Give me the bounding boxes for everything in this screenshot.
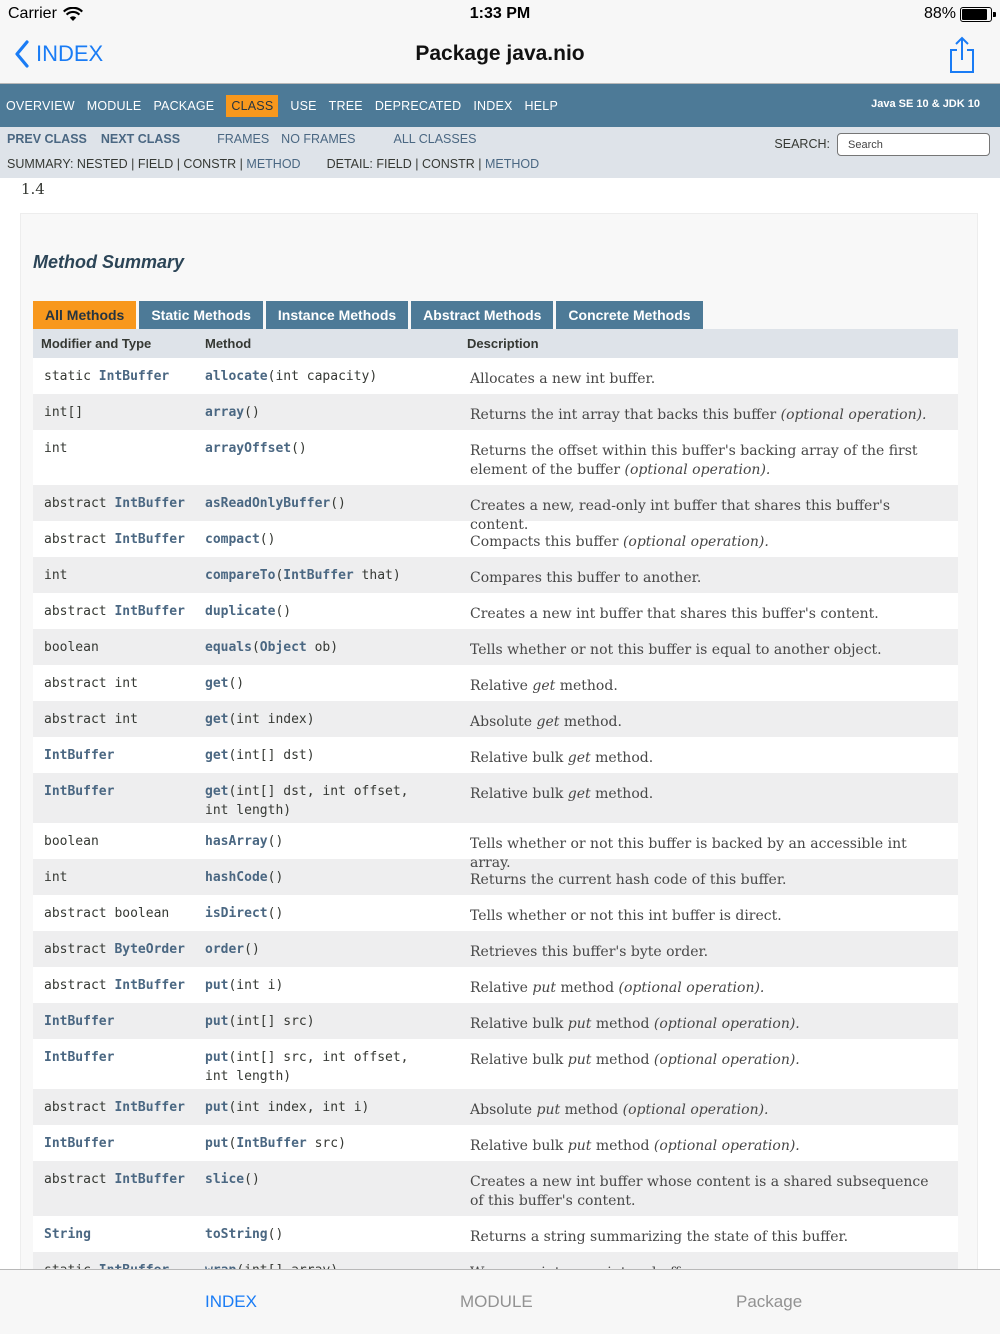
description-text: Relative bbox=[470, 980, 533, 996]
status-bar bbox=[0, 0, 1000, 28]
share-button[interactable] bbox=[948, 36, 976, 79]
method-cell bbox=[197, 710, 459, 729]
modifier-cell bbox=[33, 439, 197, 458]
param-type-link[interactable]: IntBuffer bbox=[236, 1136, 307, 1151]
top-nav-item-overview[interactable]: OVERVIEW bbox=[6, 98, 75, 113]
method-cell bbox=[197, 1170, 459, 1189]
method-params: (int i) bbox=[228, 978, 284, 993]
summary-method-link[interactable]: METHOD bbox=[246, 157, 301, 171]
method-cell bbox=[197, 832, 459, 851]
top-nav-item-module[interactable]: MODULE bbox=[86, 98, 142, 113]
method-name-link[interactable]: order bbox=[205, 942, 245, 957]
description-cell bbox=[459, 638, 958, 660]
table-row bbox=[33, 823, 958, 871]
description-cell bbox=[459, 494, 958, 535]
battery bbox=[924, 5, 992, 23]
param-type-link[interactable]: Object bbox=[259, 640, 307, 655]
description-text: Absolute bbox=[470, 714, 537, 730]
method-name-link[interactable]: arrayOffset bbox=[205, 441, 292, 456]
modifier-text: boolean bbox=[44, 834, 99, 849]
sub-nav-summary bbox=[7, 157, 539, 171]
wifi-icon bbox=[63, 7, 83, 22]
description-emphasis: get bbox=[567, 750, 591, 766]
return-type-link[interactable]: IntBuffer bbox=[114, 1100, 185, 1115]
method-cell bbox=[197, 602, 459, 621]
method-name-link[interactable]: array bbox=[205, 405, 245, 420]
method-params: () bbox=[267, 1227, 284, 1242]
description-text: Relative bulk bbox=[470, 1138, 568, 1154]
description-text: method bbox=[591, 1016, 654, 1032]
battery-icon bbox=[960, 7, 992, 22]
table-row bbox=[33, 629, 958, 665]
description-emphasis: (optional operation). bbox=[618, 980, 765, 996]
description-cell bbox=[459, 439, 958, 480]
description-text: Returns a string summarizing the state of this buffer. bbox=[470, 1229, 849, 1245]
top-navbar bbox=[0, 84, 1000, 127]
battery-percent: 88% bbox=[923, 5, 956, 22]
search-label: SEARCH: bbox=[774, 137, 830, 151]
modifier-text: abstract bbox=[44, 1100, 115, 1115]
tab-bar-item-package[interactable]: Package bbox=[736, 1292, 803, 1311]
method-params: () bbox=[228, 676, 245, 691]
modifier-text: abstract bbox=[44, 496, 115, 511]
description-emphasis: (optional operation). bbox=[622, 534, 769, 550]
method-name-link[interactable]: put bbox=[205, 1050, 229, 1065]
modifier-cell bbox=[33, 1170, 197, 1189]
top-nav-item-help[interactable]: HELP bbox=[524, 98, 558, 113]
method-params: () bbox=[259, 532, 276, 547]
method-name-link[interactable]: put bbox=[205, 1136, 229, 1151]
method-name-link[interactable]: put bbox=[205, 1014, 229, 1029]
method-name-link[interactable]: compact bbox=[205, 532, 260, 547]
method-name-link[interactable]: get bbox=[205, 748, 229, 763]
modifier-text: abstract bbox=[44, 978, 115, 993]
modifier-cell bbox=[33, 782, 197, 801]
prev-class-link[interactable]: PREV CLASS bbox=[7, 132, 87, 146]
table-row bbox=[33, 1216, 958, 1252]
method-cell bbox=[197, 904, 459, 923]
method-params: (int[] dst) bbox=[228, 748, 315, 763]
return-type-link[interactable]: IntBuffer bbox=[98, 369, 170, 384]
method-name-link[interactable]: hashCode bbox=[205, 870, 268, 885]
modifier-cell bbox=[33, 1134, 197, 1153]
sub-nav-links bbox=[7, 132, 476, 146]
table-row bbox=[33, 1003, 958, 1039]
tab-instance-methods[interactable]: Instance Methods bbox=[266, 301, 408, 329]
modifier-cell bbox=[33, 530, 197, 549]
column-header-description: Description bbox=[467, 336, 539, 351]
tab-bar-item-index[interactable]: INDEX bbox=[205, 1292, 257, 1311]
modifier-text: abstract bbox=[44, 942, 115, 957]
modifier-cell bbox=[33, 367, 197, 386]
method-params: () bbox=[267, 906, 284, 921]
description-emphasis: put bbox=[532, 980, 557, 996]
top-nav-item-use[interactable]: USE bbox=[290, 98, 317, 113]
return-type-link[interactable]: IntBuffer bbox=[114, 1172, 185, 1187]
method-cell bbox=[197, 868, 459, 887]
table-row bbox=[33, 1039, 958, 1089]
modifier-text: abstract bbox=[44, 1172, 115, 1187]
method-name-link[interactable]: duplicate bbox=[205, 604, 276, 619]
description-cell bbox=[459, 602, 958, 624]
table-row bbox=[33, 665, 958, 701]
description-cell bbox=[459, 868, 958, 890]
table-row bbox=[33, 593, 958, 629]
description-cell bbox=[459, 1012, 958, 1034]
table-row bbox=[33, 358, 958, 394]
column-header-method: Method bbox=[205, 336, 252, 351]
description-text: Returns the offset within this buffer's backing array of the first element of the buffer bbox=[470, 443, 918, 478]
method-cell bbox=[197, 638, 459, 657]
description-text: method bbox=[556, 980, 619, 996]
modifier-cell bbox=[33, 638, 197, 657]
description-cell bbox=[459, 782, 958, 804]
description-text: Relative bbox=[470, 678, 533, 694]
return-type-link[interactable]: String bbox=[44, 1227, 91, 1242]
modifier-text: abstract bbox=[44, 532, 115, 547]
top-nav-item-deprecated[interactable]: DEPRECATED bbox=[374, 98, 462, 113]
description-text: Compares this buffer to another. bbox=[470, 570, 702, 586]
description-text: Creates a new int buffer that shares this buffer's content. bbox=[470, 606, 879, 622]
description-emphasis: get bbox=[567, 786, 591, 802]
method-cell bbox=[197, 1134, 459, 1153]
method-params: () bbox=[330, 496, 346, 511]
description-text: Creates a new int buffer whose content is a shared subsequence of this buffer's content. bbox=[470, 1174, 929, 1209]
modifier-cell bbox=[33, 1048, 197, 1067]
top-navbar-items bbox=[6, 84, 558, 127]
modifier-cell bbox=[33, 602, 197, 621]
top-nav-item-index[interactable]: INDEX bbox=[473, 98, 513, 113]
frames-link[interactable]: FRAMES bbox=[217, 132, 270, 146]
modifier-cell bbox=[33, 868, 197, 887]
modifier-text: int bbox=[44, 568, 68, 583]
tab-bar-item-module[interactable]: MODULE bbox=[460, 1292, 533, 1311]
table-row bbox=[33, 485, 958, 533]
tab-all-methods[interactable]: All Methods bbox=[33, 301, 136, 329]
description-text: method bbox=[591, 1052, 654, 1068]
table-row bbox=[33, 701, 958, 737]
modifier-text: boolean bbox=[44, 640, 99, 655]
description-text: Returns the current hash code of this buffer. bbox=[470, 872, 787, 888]
modifier-text: static bbox=[44, 369, 99, 384]
table-row bbox=[33, 931, 958, 967]
method-params: () bbox=[244, 942, 260, 957]
table-row bbox=[33, 737, 958, 773]
method-params: (int index, int i) bbox=[228, 1100, 370, 1115]
description-text: Tells whether or not this buffer is backed by an accessible int array. bbox=[470, 836, 907, 871]
method-name-link[interactable]: isDirect bbox=[205, 906, 268, 921]
method-params: () bbox=[244, 405, 260, 420]
page-title: Package java.nio bbox=[415, 42, 585, 65]
no-frames-link[interactable]: NO FRAMES bbox=[281, 132, 356, 146]
modifier-text: int bbox=[44, 870, 68, 885]
return-type-link[interactable]: IntBuffer bbox=[114, 604, 185, 619]
summary-label: SUMMARY: NESTED | FIELD | CONSTR | bbox=[7, 157, 247, 171]
tab-abstract-methods[interactable]: Abstract Methods bbox=[411, 301, 553, 329]
method-params: ( bbox=[251, 640, 260, 655]
method-cell bbox=[197, 940, 459, 959]
table-row bbox=[33, 1125, 958, 1161]
modifier-text: abstract boolean bbox=[44, 906, 170, 921]
method-params: (int[] src) bbox=[228, 1014, 315, 1029]
method-cell bbox=[197, 530, 459, 549]
description-cell bbox=[459, 976, 958, 998]
method-name-link[interactable]: hasArray bbox=[205, 834, 268, 849]
method-name-link[interactable]: get bbox=[205, 784, 229, 799]
bottom-tab-bar bbox=[0, 1269, 1000, 1334]
description-text: Allocates a new int buffer. bbox=[470, 371, 656, 387]
method-name-link[interactable]: asReadOnlyBuffer bbox=[205, 496, 331, 511]
about-language: Java SE 10 & JDK 10 bbox=[871, 98, 980, 110]
top-nav-item-package[interactable]: PACKAGE bbox=[153, 98, 215, 113]
top-nav-item-tree[interactable]: TREE bbox=[328, 98, 363, 113]
description-text: method bbox=[560, 1102, 623, 1118]
description-emphasis: get bbox=[532, 678, 556, 694]
method-params: ( bbox=[228, 1136, 237, 1151]
description-cell bbox=[459, 1134, 958, 1156]
table-row bbox=[33, 430, 958, 485]
method-params: (int[] dst, int offset, int length) bbox=[205, 784, 409, 818]
description-text: method. bbox=[559, 714, 622, 730]
description-text: method. bbox=[590, 786, 654, 802]
next-class-link[interactable]: NEXT CLASS bbox=[100, 132, 181, 146]
method-cell bbox=[197, 1048, 459, 1086]
modifier-cell bbox=[33, 710, 197, 729]
description-emphasis: (optional operation). bbox=[653, 1138, 800, 1154]
return-type-link[interactable]: IntBuffer bbox=[44, 1050, 115, 1065]
param-type-link[interactable]: IntBuffer bbox=[283, 568, 354, 583]
modifier-cell bbox=[33, 1225, 197, 1244]
navigation-bar bbox=[0, 28, 1000, 84]
description-text: Relative bulk bbox=[470, 1052, 568, 1068]
method-name-link[interactable]: compareTo bbox=[205, 568, 276, 583]
method-summary-section bbox=[20, 213, 978, 1293]
description-text: Returns the int array that backs this buffer bbox=[470, 407, 781, 423]
sub-navbar bbox=[0, 127, 1000, 178]
description-cell bbox=[459, 566, 958, 588]
method-cell bbox=[197, 439, 459, 458]
method-summary-table bbox=[33, 329, 958, 1288]
return-type-link[interactable]: IntBuffer bbox=[44, 784, 115, 799]
method-cell bbox=[197, 746, 459, 765]
since-version: 1.4 bbox=[21, 180, 45, 198]
description-cell bbox=[459, 940, 958, 962]
description-emphasis: (optional operation). bbox=[624, 462, 771, 478]
method-name-link[interactable]: get bbox=[205, 676, 229, 691]
description-text: Relative bulk bbox=[470, 1016, 568, 1032]
modifier-cell bbox=[33, 1012, 197, 1031]
tab-concrete-methods[interactable]: Concrete Methods bbox=[556, 301, 702, 329]
description-cell bbox=[459, 1048, 958, 1070]
description-text: method. bbox=[590, 750, 654, 766]
description-cell bbox=[459, 530, 958, 552]
description-text: Tells whether or not this buffer is equal to another object. bbox=[470, 642, 882, 658]
method-params: () bbox=[267, 834, 284, 849]
method-cell bbox=[197, 367, 459, 386]
detail-label: DETAIL: FIELD | CONSTR | bbox=[326, 157, 485, 171]
return-type-link[interactable]: IntBuffer bbox=[114, 532, 185, 547]
description-emphasis: (optional operation). bbox=[653, 1016, 800, 1032]
modifier-cell bbox=[33, 1098, 197, 1117]
method-summary-title: Method Summary bbox=[33, 252, 185, 272]
description-text: Compacts this buffer bbox=[470, 534, 623, 550]
modifier-text: abstract int bbox=[44, 712, 138, 727]
description-emphasis: (optional operation). bbox=[780, 407, 927, 423]
method-params: src) bbox=[306, 1136, 346, 1151]
modifier-cell bbox=[33, 976, 197, 995]
modifier-cell bbox=[33, 494, 197, 513]
column-header-modifier: Modifier and Type bbox=[41, 336, 152, 351]
description-emphasis: put bbox=[567, 1052, 592, 1068]
description-cell bbox=[459, 674, 958, 696]
description-text: Absolute bbox=[470, 1102, 537, 1118]
share-icon bbox=[948, 36, 976, 74]
method-params: that) bbox=[353, 568, 401, 583]
method-params: (int[] src, int offset, int length) bbox=[205, 1050, 409, 1084]
table-row bbox=[33, 773, 958, 823]
method-cell bbox=[197, 674, 459, 693]
method-params: ( bbox=[275, 568, 284, 583]
description-text: Relative bulk bbox=[470, 750, 568, 766]
method-name-link[interactable]: allocate bbox=[205, 369, 268, 384]
all-classes-link[interactable]: ALL CLASSES bbox=[393, 132, 477, 146]
tab-static-methods[interactable]: Static Methods bbox=[139, 301, 263, 329]
description-emphasis: (optional operation). bbox=[622, 1102, 769, 1118]
chevron-left-icon bbox=[14, 40, 30, 68]
clock: 1:33 PM bbox=[469, 5, 531, 22]
table-body bbox=[33, 358, 958, 1288]
description-emphasis: (optional operation). bbox=[653, 1052, 800, 1068]
search-input[interactable] bbox=[837, 133, 990, 156]
return-type-link[interactable]: IntBuffer bbox=[44, 1014, 115, 1029]
description-emphasis: put bbox=[567, 1016, 592, 1032]
method-name-link[interactable]: put bbox=[205, 1100, 229, 1115]
modifier-cell bbox=[33, 904, 197, 923]
return-type-link[interactable]: IntBuffer bbox=[114, 496, 185, 511]
method-cell bbox=[197, 1098, 459, 1117]
method-cell bbox=[197, 1012, 459, 1031]
table-row bbox=[33, 394, 958, 430]
method-name-link[interactable]: toString bbox=[205, 1227, 268, 1242]
table-row bbox=[33, 895, 958, 931]
method-name-link[interactable]: get bbox=[205, 712, 229, 727]
method-params: () bbox=[291, 441, 307, 456]
description-cell bbox=[459, 1170, 958, 1211]
table-row bbox=[33, 967, 958, 1003]
method-name-link[interactable]: slice bbox=[205, 1172, 245, 1187]
detail-method-link[interactable]: METHOD bbox=[484, 157, 540, 171]
modifier-text: int bbox=[44, 441, 68, 456]
modifier-cell bbox=[33, 746, 197, 765]
table-row bbox=[33, 1089, 958, 1125]
method-cell bbox=[197, 1225, 459, 1244]
method-params: (int index) bbox=[228, 712, 315, 727]
modifier-text: int[] bbox=[44, 405, 84, 420]
method-cell bbox=[197, 976, 459, 995]
description-cell bbox=[459, 832, 958, 873]
return-type-link[interactable]: ByteOrder bbox=[114, 942, 185, 957]
modifier-cell bbox=[33, 940, 197, 959]
description-cell bbox=[459, 710, 958, 732]
description-text: Relative bulk bbox=[470, 786, 568, 802]
modifier-cell bbox=[33, 403, 197, 422]
return-type-link[interactable]: IntBuffer bbox=[44, 1136, 115, 1151]
method-params: () bbox=[275, 604, 292, 619]
method-cell bbox=[197, 782, 459, 820]
return-type-link[interactable]: IntBuffer bbox=[114, 978, 185, 993]
modifier-cell bbox=[33, 832, 197, 851]
method-summary-tabs bbox=[33, 301, 703, 329]
modifier-text: abstract bbox=[44, 604, 115, 619]
method-params: () bbox=[267, 870, 284, 885]
carrier-label: Carrier bbox=[8, 5, 57, 22]
top-nav-item-class[interactable]: CLASS bbox=[226, 95, 278, 117]
return-type-link[interactable]: IntBuffer bbox=[44, 748, 115, 763]
description-cell bbox=[459, 367, 958, 389]
back-button-label: INDEX bbox=[36, 41, 104, 66]
description-emphasis: put bbox=[567, 1138, 592, 1154]
method-name-link[interactable]: put bbox=[205, 978, 229, 993]
description-cell bbox=[459, 1098, 958, 1120]
method-cell bbox=[197, 494, 459, 513]
description-emphasis: put bbox=[536, 1102, 561, 1118]
method-name-link[interactable]: equals bbox=[205, 640, 252, 655]
table-row bbox=[33, 557, 958, 593]
description-text: method bbox=[591, 1138, 654, 1154]
modifier-cell bbox=[33, 566, 197, 585]
method-params: ob) bbox=[306, 640, 339, 655]
method-cell bbox=[197, 403, 459, 422]
modifier-cell bbox=[33, 674, 197, 693]
description-emphasis: get bbox=[536, 714, 560, 730]
back-button[interactable] bbox=[14, 40, 103, 68]
description-text: Creates a new, read-only int buffer that shares this buffer's content. bbox=[470, 498, 891, 533]
description-text: method. bbox=[555, 678, 618, 694]
table-header bbox=[33, 329, 958, 358]
method-params: () bbox=[244, 1172, 260, 1187]
description-text: Retrieves this buffer's byte order. bbox=[470, 944, 709, 960]
description-cell bbox=[459, 403, 958, 425]
method-cell bbox=[197, 566, 459, 585]
table-row bbox=[33, 1161, 958, 1216]
modifier-text: abstract int bbox=[44, 676, 138, 691]
carrier bbox=[8, 5, 83, 23]
description-cell bbox=[459, 904, 958, 926]
description-cell bbox=[459, 746, 958, 768]
description-cell bbox=[459, 1225, 958, 1247]
description-text: Tells whether or not this int buffer is direct. bbox=[470, 908, 782, 924]
method-params: (int capacity) bbox=[267, 369, 378, 384]
